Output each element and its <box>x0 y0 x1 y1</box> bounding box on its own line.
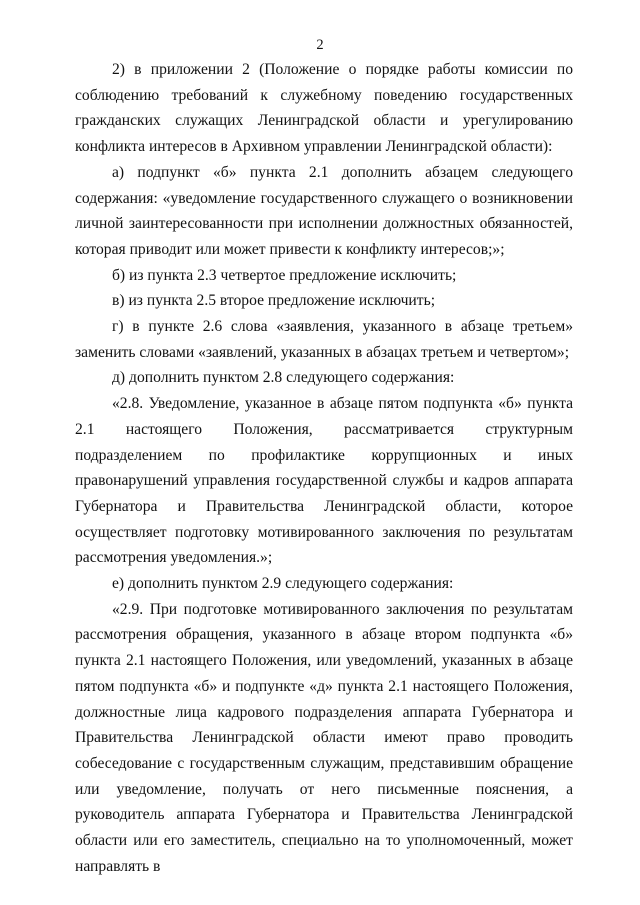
paragraph-subitem-a: а) подпункт «б» пункта 2.1 дополнить абзацем следующего содержания: «уведомление государственного служащего о возникновении личной заинтересованности при исполнении должностных обязанностей, которая приводит или может привести к конфликту интересов;»; <box>75 163 573 258</box>
paragraph-subitem-g: г) в пункте 2.6 слова «заявления, указанного в абзаце третьем» заменить словами «заявлений, указанных в абзацах третьем и четвертом»; <box>75 318 573 361</box>
paragraph-clause-2-8: «2.8. Уведомление, указанное в абзаце пятом подпункта «б» пункта 2.1 настоящего Положения, рассматривается структурным подразделением по профилактике коррупционных и иных правонарушений управления государственной службы и кадров аппарата Губернатора и Правительства Ленинградской области, которое осуществляет подготовку мотивированного заключения по результатам рассмотрения уведомления.»; <box>75 395 573 567</box>
paragraph-clause-2-9: «2.9. При подготовке мотивированного заключения по результатам рассмотрения обращения, указанного в абзаце втором подпункта «б» пункта 2.1 настоящего Положения, или уведомлений, указанных в абзаце пятом подпункта «б» и подпункте «д» пункта 2.1 настоящего Положения, должностные лица кадрового подразделения аппарата Губернатора и Правительства Ленинградской области имеют право проводить собеседование с государственным служащим, представившим обращение или уведомление, получать от него письменные пояснения, а руководитель аппарата Губернатора и Правительства Ленинградской области или его заместитель, специально на то уполномоченный, может направлять в <box>75 600 573 875</box>
paragraph-subitem-e: е) дополнить пунктом 2.9 следующего содержания: <box>112 575 454 593</box>
document-body <box>75 57 573 880</box>
paragraph-item-2: 2) в приложении 2 (Положение о порядке работы комиссии по соблюдению требований к служебному поведению государственных гражданских служащих Ленинградской области и урегулированию конфликта интересов в Архивном управлении Ленинградской области): <box>75 61 573 156</box>
paragraph-subitem-v: в) из пункта 2.5 второе предложение исключить; <box>112 292 436 310</box>
page-number: 2 <box>316 37 324 53</box>
paragraph-subitem-b: б) из пункта 2.3 четвертое предложение исключить; <box>112 266 457 284</box>
paragraph-subitem-d: д) дополнить пунктом 2.8 следующего содержания: <box>112 369 455 387</box>
